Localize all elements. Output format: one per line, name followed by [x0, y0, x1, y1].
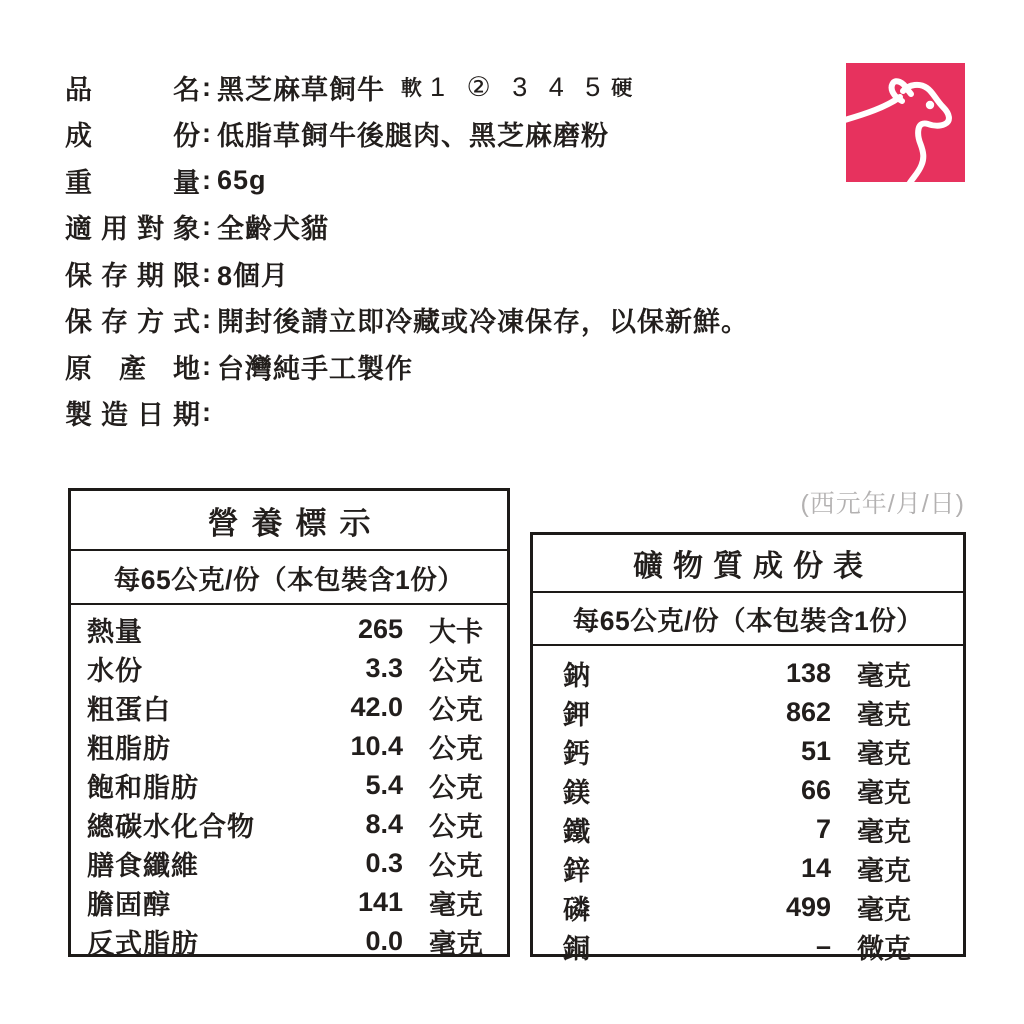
- field-label: 成份: [65, 121, 200, 152]
- texture-scale: [401, 72, 632, 103]
- mineral-unit: 微克: [857, 934, 911, 964]
- nutrition-row: [87, 688, 487, 727]
- nutrient-name: 粗脂肪: [87, 734, 171, 764]
- nutrient-unit: 公克: [429, 695, 483, 725]
- ingredients-value: 低脂草飼牛後腿肉、黑芝麻磨粉: [217, 121, 609, 152]
- info-row-shelf-life: [65, 250, 845, 297]
- mineral-unit: 毫克: [857, 739, 911, 769]
- info-row-target-animals: [65, 204, 845, 251]
- field-label: 原產地: [65, 353, 200, 384]
- nutrient-unit: 毫克: [429, 890, 483, 920]
- mineral-value: 14: [800, 853, 831, 883]
- mineral-name: 磷: [563, 895, 591, 925]
- nutrient-name: 膳食纖維: [87, 851, 199, 881]
- mineral-unit: 毫克: [857, 856, 911, 886]
- field-label: 適用對象: [65, 214, 200, 245]
- minerals-serving-size: 每65公克/份（本包裝含1份）: [533, 593, 963, 646]
- nutrition-row: [87, 844, 487, 883]
- info-row-origin: [65, 343, 845, 390]
- colon-separator: :: [202, 164, 211, 195]
- mineral-name: 鐵: [563, 817, 591, 847]
- nutrient-name: 飽和脂肪: [87, 773, 199, 803]
- product-info-section: [65, 64, 845, 436]
- mineral-unit: 毫克: [857, 817, 911, 847]
- nutrient-unit: 公克: [429, 812, 483, 842]
- texture-soft-label: 軟: [401, 77, 422, 101]
- nutrient-value: 0.0: [365, 926, 403, 956]
- info-row-product-name: [65, 64, 845, 111]
- mineral-name: 鈉: [563, 661, 591, 691]
- colon-separator: :: [202, 350, 211, 381]
- mineral-row: [563, 654, 913, 693]
- nutrient-unit: 大卡: [429, 617, 483, 647]
- colon-separator: :: [202, 71, 211, 102]
- field-label: 品名: [65, 74, 200, 105]
- nutrition-row: [87, 727, 487, 766]
- weight-value: 65g: [217, 164, 267, 195]
- colon-separator: :: [202, 257, 211, 288]
- minerals-table: [530, 532, 966, 964]
- mineral-name: 鈣: [563, 739, 591, 769]
- texture-hard-label: 硬: [611, 77, 633, 101]
- info-row-ingredients: [65, 111, 845, 158]
- nutrition-row: [87, 766, 487, 805]
- mineral-row: [563, 771, 913, 810]
- nutrition-row: [87, 883, 487, 922]
- mineral-value: 51: [800, 736, 831, 766]
- nutrient-name: 粗蛋白: [87, 695, 171, 725]
- nutrient-value: 141: [357, 887, 403, 917]
- mineral-row: [563, 732, 913, 771]
- nutrition-row: [87, 805, 487, 844]
- nutrient-name: 反式脂肪: [87, 929, 199, 959]
- brand-logo: [846, 63, 965, 182]
- nutrient-value: 0.3: [365, 848, 403, 878]
- product-name-value: 黑芝麻草飼牛: [217, 74, 385, 105]
- mineral-value: –: [815, 931, 831, 961]
- mineral-name: 鎂: [563, 778, 591, 808]
- nutrient-value: 8.4: [365, 809, 403, 839]
- colon-separator: :: [202, 118, 211, 149]
- mineral-unit: 毫克: [857, 778, 911, 808]
- nutrition-table: [68, 488, 510, 957]
- nutrition-table-title: 營養標示: [71, 491, 507, 551]
- mineral-row: [563, 693, 913, 732]
- texture-scale-numbers: 1 ② 3 4 5: [430, 71, 608, 102]
- mineral-unit: 毫克: [857, 661, 911, 691]
- nutrition-row: [87, 610, 487, 649]
- nutrient-name: 熱量: [87, 617, 143, 647]
- field-label: 重量: [65, 167, 200, 198]
- nutrient-value: 265: [357, 614, 403, 644]
- nutrient-value: 10.4: [350, 731, 403, 761]
- mineral-name: 銅: [563, 934, 591, 964]
- nutrient-name: 總碳水化合物: [87, 812, 255, 842]
- nutrient-name: 膽固醇: [87, 890, 171, 920]
- nutrient-unit: 毫克: [429, 929, 483, 959]
- mineral-row: [563, 849, 913, 888]
- nutrient-unit: 公克: [429, 851, 483, 881]
- mineral-row: [563, 888, 913, 927]
- mineral-unit: 毫克: [857, 700, 911, 730]
- date-format-note: (西元年/月/日): [800, 490, 965, 518]
- shelf-life-value: 8個月: [217, 260, 290, 291]
- info-row-storage: [65, 297, 845, 344]
- nutrient-name: 水份: [87, 656, 143, 686]
- mineral-row: [563, 927, 913, 966]
- nutrient-unit: 公克: [429, 656, 483, 686]
- field-label: 保存方式: [65, 307, 200, 338]
- nutrient-value: 5.4: [365, 770, 403, 800]
- nutrition-row: [87, 922, 487, 961]
- field-label: 保存期限: [65, 260, 200, 291]
- field-label: 製造日期: [65, 400, 200, 431]
- nutrition-row: [87, 649, 487, 688]
- info-row-weight: [65, 157, 845, 204]
- minerals-table-title: 礦物質成份表: [533, 535, 963, 593]
- mineral-unit: 毫克: [857, 895, 911, 925]
- target-animals-value: 全齡犬貓: [217, 214, 329, 245]
- nutrition-table-body: [71, 605, 507, 959]
- colon-separator: :: [202, 397, 211, 428]
- storage-value: 開封後請立即冷藏或冷凍保存，以保新鮮。: [217, 307, 749, 338]
- origin-value: 台灣純手工製作: [217, 353, 413, 384]
- mineral-row: [563, 810, 913, 849]
- mineral-value: 66: [800, 775, 831, 805]
- colon-separator: :: [202, 211, 211, 242]
- mineral-name: 鋅: [563, 856, 591, 886]
- nutrient-unit: 公克: [429, 734, 483, 764]
- minerals-table-body: [533, 646, 963, 964]
- nutrition-serving-size: 每65公克/份（本包裝含1份）: [71, 551, 507, 605]
- mineral-value: 7: [815, 814, 831, 844]
- mineral-value: 862: [785, 697, 831, 727]
- mineral-value: 499: [785, 892, 831, 922]
- nutrient-unit: 公克: [429, 773, 483, 803]
- info-row-manufacture-date: [65, 390, 845, 437]
- mineral-value: 138: [785, 658, 831, 688]
- nutrient-value: 42.0: [350, 692, 403, 722]
- nutrient-value: 3.3: [365, 653, 403, 683]
- mineral-name: 鉀: [563, 700, 591, 730]
- colon-separator: :: [202, 304, 211, 335]
- cow-icon: [846, 63, 965, 182]
